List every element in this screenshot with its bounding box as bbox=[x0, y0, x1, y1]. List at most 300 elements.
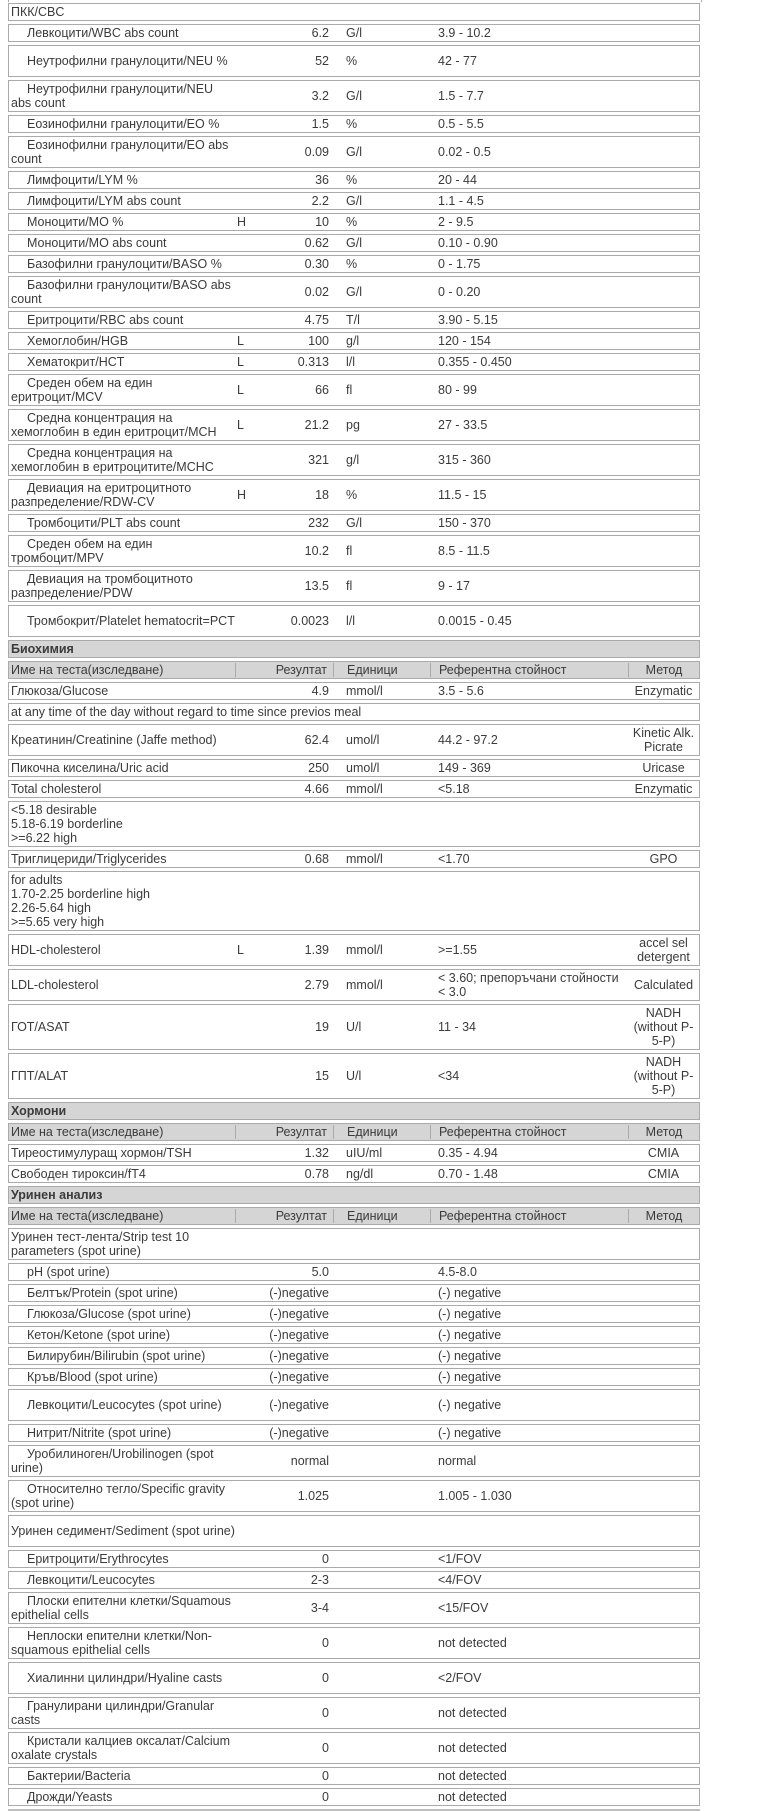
reference-cell: < 3.60; препоръчани стойности < 3.0 bbox=[438, 971, 619, 999]
table-row bbox=[8, 1662, 700, 1694]
table-row bbox=[8, 353, 700, 371]
result-cell: 0.30 bbox=[304, 257, 329, 271]
table-row bbox=[8, 115, 700, 133]
result-zone bbox=[235, 257, 333, 271]
table-row bbox=[8, 535, 700, 567]
unit-cell: % bbox=[346, 173, 358, 187]
column-header-test-name: Име на теста(изследване) bbox=[11, 663, 164, 677]
table-row bbox=[8, 514, 700, 532]
method-cell: accel sel detergent bbox=[637, 936, 690, 964]
note-line: 2.26-5.64 high bbox=[11, 901, 91, 915]
flag-cell: L bbox=[237, 334, 244, 348]
result-cell: (-)negative bbox=[269, 1328, 329, 1342]
table-row bbox=[8, 1389, 700, 1421]
result-cell: 10 bbox=[315, 215, 329, 229]
test-name-cell: Среден обем на един еритроцит/MCV bbox=[11, 376, 153, 404]
reference-cell: not detected bbox=[438, 1741, 507, 1755]
unit-cell: ng/dl bbox=[346, 1167, 374, 1181]
reference-cell: 0 - 1.75 bbox=[438, 257, 481, 271]
reference-cell: 8.5 - 11.5 bbox=[438, 544, 490, 558]
test-name-cell: Еритроцити/Erythrocytes bbox=[27, 1552, 169, 1566]
column-header-reference: Референтна стойност bbox=[430, 1209, 628, 1223]
reference-cell: <1/FOV bbox=[438, 1552, 482, 1566]
result-cell: (-)negative bbox=[269, 1349, 329, 1363]
reference-cell: (-) negative bbox=[438, 1349, 502, 1363]
reference-cell: not detected bbox=[438, 1769, 507, 1783]
result-cell: normal bbox=[290, 1454, 329, 1468]
result-zone bbox=[235, 761, 333, 775]
result-cell: 0 bbox=[322, 1769, 329, 1783]
reference-cell: 11.5 - 15 bbox=[438, 488, 487, 502]
unit-cell: G/l bbox=[346, 516, 362, 530]
reference-cell: 149 - 369 bbox=[438, 761, 491, 775]
table-row bbox=[8, 1368, 700, 1386]
flag-cell: H bbox=[237, 488, 247, 502]
column-header-method: Метод bbox=[628, 1125, 699, 1139]
unit-cell: % bbox=[346, 488, 358, 502]
reference-cell: (-) negative bbox=[438, 1286, 502, 1300]
result-cell: 10.2 bbox=[304, 544, 329, 558]
unit-cell: G/l bbox=[346, 236, 362, 250]
unit-cell: fl bbox=[346, 544, 353, 558]
column-header-test-name: Име на теста(изследване) bbox=[11, 1125, 164, 1139]
reference-cell: 0.70 - 1.48 bbox=[438, 1167, 498, 1181]
result-zone bbox=[235, 1769, 333, 1783]
test-name-cell: Тромбокрит/Platelet hematocrit=PCT bbox=[27, 614, 235, 628]
method-cell: Calculated bbox=[633, 978, 694, 992]
result-zone bbox=[235, 1146, 333, 1160]
reference-cell: (-) negative bbox=[438, 1328, 502, 1342]
method-cell: Enzymatic bbox=[634, 782, 693, 796]
result-zone bbox=[235, 1426, 333, 1440]
result-zone bbox=[235, 145, 333, 159]
table-row bbox=[8, 1165, 700, 1183]
result-cell: 232 bbox=[308, 516, 329, 530]
unit-cell: U/l bbox=[346, 1069, 362, 1083]
reference-cell: <4/FOV bbox=[438, 1573, 482, 1587]
result-cell: 0.68 bbox=[304, 852, 329, 866]
table-row bbox=[8, 1788, 700, 1806]
test-name-cell: Тиреостимулуращ хормон/TSH bbox=[11, 1146, 192, 1160]
reference-cell: <2/FOV bbox=[438, 1671, 482, 1685]
test-name-cell: Левкоцити/WBC abs count bbox=[27, 26, 179, 40]
table-row bbox=[8, 192, 700, 210]
result-cell: 36 bbox=[315, 173, 329, 187]
result-cell: 2-3 bbox=[310, 1573, 329, 1587]
result-cell: (-)negative bbox=[269, 1398, 329, 1412]
unit-cell: % bbox=[346, 215, 358, 229]
unit-cell: mmol/l bbox=[346, 684, 383, 698]
table-row bbox=[8, 479, 700, 511]
reference-cell: (-) negative bbox=[438, 1398, 502, 1412]
unit-cell: mmol/l bbox=[346, 943, 383, 957]
table-row bbox=[8, 1627, 700, 1659]
result-cell: 0.313 bbox=[297, 355, 329, 369]
section-title: Уринен анализ bbox=[11, 1188, 103, 1202]
test-name-cell: Девиация на тромбоцитното разпределение/PDW bbox=[11, 572, 193, 600]
test-name-cell: Нитрит/Nitrite (spot urine) bbox=[27, 1426, 172, 1440]
test-name-cell: Неутрофилни гранулоцити/NEU abs count bbox=[11, 82, 214, 110]
result-cell: 1.5 bbox=[311, 117, 329, 131]
unit-cell: l/l bbox=[346, 614, 356, 628]
column-header-row bbox=[8, 1123, 700, 1141]
test-name-cell: Хиалинни цилиндри/Hyaline casts bbox=[27, 1671, 223, 1685]
result-cell: 1.39 bbox=[304, 943, 329, 957]
result-zone bbox=[235, 1573, 333, 1587]
table-row bbox=[8, 332, 700, 350]
section-title: Хормони bbox=[11, 1104, 67, 1118]
result-zone bbox=[235, 117, 333, 131]
result-cell: 19 bbox=[315, 1020, 329, 1034]
result-zone bbox=[235, 1020, 333, 1034]
reference-cell: (-) negative bbox=[438, 1426, 502, 1440]
result-cell: 0.0023 bbox=[290, 614, 329, 628]
note-line: >=5.65 very high bbox=[11, 915, 105, 929]
result-zone bbox=[235, 852, 333, 866]
table-row bbox=[8, 1424, 700, 1442]
result-cell: 6.2 bbox=[311, 26, 329, 40]
table-row bbox=[8, 255, 700, 273]
test-name-cell: Кристали калциев оксалат/Calcium oxalate crystals bbox=[11, 1734, 231, 1762]
column-header-units: Единици bbox=[333, 663, 430, 677]
section-title: Биохимия bbox=[11, 642, 74, 656]
table-row bbox=[8, 1228, 700, 1260]
method-cell: NADH (without P-5-P) bbox=[633, 1006, 694, 1048]
result-cell: 0.62 bbox=[304, 236, 329, 250]
test-name-cell: Уробилиноген/Urobilinogen (spot urine) bbox=[11, 1447, 214, 1475]
table-row bbox=[8, 605, 700, 637]
table-row bbox=[8, 1053, 700, 1099]
result-cell: 0 bbox=[322, 1636, 329, 1650]
table-row bbox=[8, 1592, 700, 1624]
column-header-row bbox=[8, 1207, 700, 1225]
unit-cell: umol/l bbox=[346, 733, 380, 747]
column-header-reference: Референтна стойност bbox=[430, 663, 628, 677]
result-zone bbox=[235, 1398, 333, 1412]
test-name-cell: Тромбоцити/PLT abs count bbox=[27, 516, 181, 530]
reference-cell: 0.355 - 0.450 bbox=[438, 355, 512, 369]
table-row bbox=[8, 171, 700, 189]
table-row bbox=[8, 1697, 700, 1729]
result-zone bbox=[235, 418, 333, 432]
method-cell: CMIA bbox=[647, 1167, 680, 1181]
result-zone bbox=[235, 1069, 333, 1083]
section-header bbox=[8, 640, 700, 658]
result-zone bbox=[235, 1328, 333, 1342]
result-zone bbox=[235, 544, 333, 558]
table-row bbox=[8, 1732, 700, 1764]
unit-cell: g/l bbox=[346, 334, 360, 348]
result-zone bbox=[235, 334, 333, 348]
note-line: <5.18 desirable bbox=[11, 803, 97, 817]
table-row bbox=[8, 1480, 700, 1512]
reference-cell: 4.5-8.0 bbox=[438, 1265, 477, 1279]
test-name-cell: Относително тегло/Specific gravity (spot urine) bbox=[11, 1482, 226, 1510]
result-zone bbox=[235, 236, 333, 250]
result-zone bbox=[235, 614, 333, 628]
result-cell: 62.4 bbox=[304, 733, 329, 747]
reference-cell: 2 - 9.5 bbox=[438, 215, 474, 229]
test-name-cell: ГПТ/ALAT bbox=[11, 1069, 69, 1083]
result-zone bbox=[235, 978, 333, 992]
reference-cell: 3.5 - 5.6 bbox=[438, 684, 484, 698]
unit-cell: mmol/l bbox=[346, 852, 383, 866]
column-header-result: Резултат bbox=[235, 1209, 333, 1223]
reference-cell: 9 - 17 bbox=[438, 579, 470, 593]
result-zone bbox=[235, 1601, 333, 1615]
result-cell: 21.2 bbox=[304, 418, 329, 432]
result-cell: 13.5 bbox=[304, 579, 329, 593]
result-cell: 5.0 bbox=[311, 1265, 329, 1279]
table-row bbox=[8, 276, 700, 308]
test-name-cell: Пикочна киселина/Uric acid bbox=[11, 761, 169, 775]
table-row bbox=[8, 80, 700, 112]
test-name-cell: Левкоцити/Leucocytes bbox=[27, 1573, 155, 1587]
note-line: at any time of the day without regard to time since previos meal bbox=[11, 705, 362, 719]
test-name-cell: Базофилни гранулоцити/BASO abs count bbox=[11, 278, 231, 306]
note-row bbox=[8, 801, 700, 847]
unit-cell: fl bbox=[346, 383, 353, 397]
table-row bbox=[8, 1263, 700, 1281]
test-name-cell: Неплоски епителни клетки/Non-squamous epithelial cells bbox=[11, 1629, 212, 1657]
result-cell: 52 bbox=[315, 54, 329, 68]
note-line: for adults bbox=[11, 873, 63, 887]
test-name-cell: Базофилни гранулоцити/BASO % bbox=[27, 257, 222, 271]
table-row bbox=[8, 850, 700, 868]
test-name-cell: Средна концентрация на хемоглобин в един еритроцит/MCH bbox=[11, 411, 217, 439]
table-row bbox=[8, 1767, 700, 1785]
reference-cell: <15/FOV bbox=[438, 1601, 489, 1615]
table-row bbox=[8, 570, 700, 602]
result-cell: 4.9 bbox=[311, 684, 329, 698]
note-line: 1.70-2.25 borderline high bbox=[11, 887, 150, 901]
table-row bbox=[8, 1305, 700, 1323]
reference-cell: not detected bbox=[438, 1790, 507, 1804]
result-cell: 18 bbox=[315, 488, 329, 502]
table-row bbox=[8, 1347, 700, 1365]
test-name-cell: Неутрофилни гранулоцити/NEU % bbox=[27, 54, 228, 68]
result-zone bbox=[235, 383, 333, 397]
reference-cell: 1.5 - 7.7 bbox=[438, 89, 484, 103]
reference-cell: <5.18 bbox=[438, 782, 470, 796]
reference-cell: 0.0015 - 0.45 bbox=[438, 614, 512, 628]
reference-cell: >=1.55 bbox=[438, 943, 477, 957]
column-header-result: Резултат bbox=[235, 1125, 333, 1139]
result-cell: 0.78 bbox=[304, 1167, 329, 1181]
test-name-cell: Гранулирани цилиндри/Granular casts bbox=[11, 1699, 215, 1727]
test-name-cell: Бактерии/Bacteria bbox=[27, 1769, 131, 1783]
result-cell: 0 bbox=[322, 1552, 329, 1566]
table-row bbox=[8, 234, 700, 252]
result-cell: 1.025 bbox=[297, 1489, 329, 1503]
test-name-cell: Триглицериди/Triglycerides bbox=[11, 852, 167, 866]
result-zone bbox=[235, 26, 333, 40]
result-cell: 0 bbox=[322, 1790, 329, 1804]
result-zone bbox=[235, 1790, 333, 1804]
table-row bbox=[8, 1284, 700, 1302]
unit-cell: % bbox=[346, 117, 358, 131]
result-cell: 66 bbox=[315, 383, 329, 397]
note-row bbox=[8, 703, 700, 721]
table-row bbox=[8, 1550, 700, 1568]
table-row bbox=[8, 1571, 700, 1589]
result-cell: 4.66 bbox=[304, 782, 329, 796]
result-zone bbox=[235, 1636, 333, 1650]
unit-cell: mmol/l bbox=[346, 978, 383, 992]
result-zone bbox=[235, 1286, 333, 1300]
unit-cell: g/l bbox=[346, 453, 360, 467]
result-cell: 321 bbox=[308, 453, 329, 467]
unit-cell: l/l bbox=[346, 355, 356, 369]
test-name-cell: Total cholesterol bbox=[11, 782, 102, 796]
method-cell: GPO bbox=[649, 852, 678, 866]
test-name-cell: Левкоцити/Leucocytes (spot urine) bbox=[27, 1398, 222, 1412]
flag-cell: L bbox=[237, 418, 244, 432]
result-zone bbox=[235, 215, 333, 229]
result-zone bbox=[235, 1265, 333, 1279]
method-cell: NADH (without P-5-P) bbox=[633, 1055, 694, 1097]
table-row bbox=[8, 444, 700, 476]
panel-title: Уринен тест-лента/Strip test 10 parameters (spot urine) bbox=[11, 1230, 190, 1258]
result-zone bbox=[235, 285, 333, 299]
result-zone bbox=[235, 1167, 333, 1181]
test-name-cell: Глюкоза/Glucose bbox=[11, 684, 109, 698]
result-zone bbox=[235, 453, 333, 467]
panel-title: ПКК/CBC bbox=[11, 5, 65, 19]
reference-cell: 0.5 - 5.5 bbox=[438, 117, 484, 131]
test-name-cell: Кетон/Ketone (spot urine) bbox=[27, 1328, 171, 1342]
table-row bbox=[8, 1004, 700, 1050]
table-row bbox=[8, 136, 700, 168]
reference-cell: 150 - 370 bbox=[438, 516, 491, 530]
test-name-cell: Средна концентрация на хемоглобин в еритроцитите/MCHC bbox=[11, 446, 214, 474]
unit-cell: fl bbox=[346, 579, 353, 593]
reference-cell: 0.02 - 0.5 bbox=[438, 145, 491, 159]
result-cell: 2.2 bbox=[311, 194, 329, 208]
test-name-cell: Глюкоза/Glucose (spot urine) bbox=[27, 1307, 191, 1321]
result-zone bbox=[235, 1552, 333, 1566]
result-cell: 1.32 bbox=[304, 1146, 329, 1160]
table-row bbox=[8, 724, 700, 756]
result-zone bbox=[235, 579, 333, 593]
test-name-cell: LDL-cholesterol bbox=[11, 978, 99, 992]
unit-cell: % bbox=[346, 257, 358, 271]
unit-cell: G/l bbox=[346, 194, 362, 208]
flag-cell: L bbox=[237, 943, 244, 957]
section-header bbox=[8, 1186, 700, 1204]
table-row bbox=[8, 3, 700, 21]
reference-cell: (-) negative bbox=[438, 1307, 502, 1321]
result-cell: 250 bbox=[308, 761, 329, 775]
unit-cell: uIU/ml bbox=[346, 1146, 383, 1160]
result-cell: 0.02 bbox=[304, 285, 329, 299]
table-row bbox=[8, 213, 700, 231]
test-name-cell: Хематокрит/HCT bbox=[27, 355, 125, 369]
result-zone bbox=[235, 782, 333, 796]
panel-title: Уринен седимент/Sediment (spot urine) bbox=[11, 1524, 235, 1538]
reference-cell: <1.70 bbox=[438, 852, 470, 866]
test-name-cell: Хемоглобин/HGB bbox=[27, 334, 129, 348]
test-name-cell: Лимфоцити/LYM % bbox=[27, 173, 138, 187]
section-header bbox=[8, 1102, 700, 1120]
reference-cell: 0.10 - 0.90 bbox=[438, 236, 498, 250]
test-name-cell: Свободен тироксин/fT4 bbox=[11, 1167, 146, 1181]
result-cell: (-)negative bbox=[269, 1370, 329, 1384]
previous-row-fragment bbox=[8, 0, 702, 2]
result-zone bbox=[235, 355, 333, 369]
column-header-units: Единици bbox=[333, 1209, 430, 1223]
result-zone bbox=[235, 1454, 333, 1468]
table-row bbox=[8, 759, 700, 777]
method-cell: CMIA bbox=[647, 1146, 680, 1160]
result-zone bbox=[235, 943, 333, 957]
test-name-cell: Кръв/Blood (spot urine) bbox=[27, 1370, 158, 1384]
flag-cell: H bbox=[237, 215, 247, 229]
result-zone bbox=[235, 1741, 333, 1755]
reference-cell: 44.2 - 97.2 bbox=[438, 733, 498, 747]
table-row bbox=[8, 45, 700, 77]
unit-cell: G/l bbox=[346, 285, 362, 299]
flag-cell: L bbox=[237, 355, 244, 369]
test-name-cell: Еритроцити/RBC abs count bbox=[27, 313, 184, 327]
table-row bbox=[8, 409, 700, 441]
note-line: >=6.22 high bbox=[11, 831, 78, 845]
reference-cell: 1.1 - 4.5 bbox=[438, 194, 484, 208]
result-zone bbox=[235, 173, 333, 187]
table-row bbox=[8, 24, 700, 42]
result-zone bbox=[235, 1706, 333, 1720]
unit-cell: % bbox=[346, 54, 358, 68]
reference-cell: not detected bbox=[438, 1636, 507, 1650]
result-cell: 2.79 bbox=[304, 978, 329, 992]
table-row bbox=[8, 934, 700, 966]
reference-cell: not detected bbox=[438, 1706, 507, 1720]
table-row bbox=[8, 682, 700, 700]
unit-cell: G/l bbox=[346, 26, 362, 40]
reference-cell: 42 - 77 bbox=[438, 54, 477, 68]
reference-cell: normal bbox=[438, 1454, 477, 1468]
result-cell: 3-4 bbox=[310, 1601, 329, 1615]
method-cell: Enzymatic bbox=[634, 684, 693, 698]
test-name-cell: Моноцити/MO % bbox=[27, 215, 124, 229]
test-name-cell: ГОТ/ASAT bbox=[11, 1020, 70, 1034]
test-name-cell: Девиация на еритроцитното разпределение/RDW-CV bbox=[11, 481, 192, 509]
reference-cell: <34 bbox=[438, 1069, 460, 1083]
result-cell: 0 bbox=[322, 1741, 329, 1755]
reference-cell: (-) negative bbox=[438, 1370, 502, 1384]
note-line: 5.18-6.19 borderline bbox=[11, 817, 123, 831]
result-cell: 15 bbox=[315, 1069, 329, 1083]
table-row bbox=[8, 969, 700, 1001]
result-zone bbox=[235, 488, 333, 502]
result-zone bbox=[235, 1671, 333, 1685]
reference-cell: 0.35 - 4.94 bbox=[438, 1146, 498, 1160]
test-name-cell: Дрожди/Yeasts bbox=[27, 1790, 113, 1804]
result-cell: (-)negative bbox=[269, 1307, 329, 1321]
result-zone bbox=[235, 684, 333, 698]
result-zone bbox=[235, 733, 333, 747]
test-name-cell: Лимфоцити/LYM abs count bbox=[27, 194, 181, 208]
column-header-row bbox=[8, 661, 700, 679]
reference-cell: 20 - 44 bbox=[438, 173, 477, 187]
unit-cell: umol/l bbox=[346, 761, 380, 775]
column-header-method: Метод bbox=[628, 1209, 699, 1223]
table-row bbox=[8, 1326, 700, 1344]
table-row bbox=[8, 1515, 700, 1547]
column-header-reference: Референтна стойност bbox=[430, 1125, 628, 1139]
table-row bbox=[8, 1445, 700, 1477]
test-name-cell: Среден обем на един тромбоцит/MPV bbox=[11, 537, 153, 565]
